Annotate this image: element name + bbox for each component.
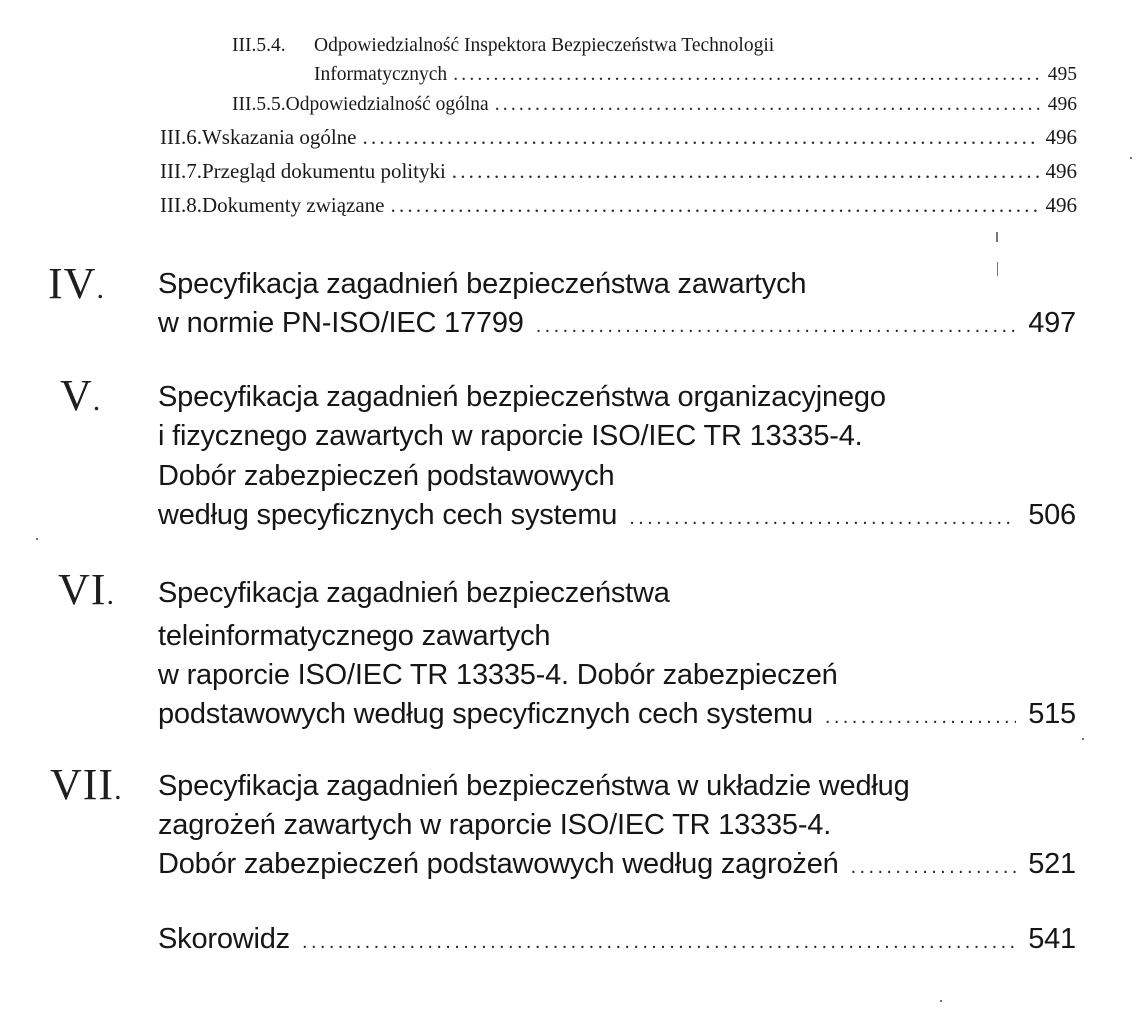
- toc-entry-iii-5-4-line2[interactable]: [314, 61, 1077, 89]
- page-number: 506: [1028, 499, 1076, 531]
- page-number: 496: [1045, 193, 1077, 217]
- chapter-vii-title-line1: Specyfikacja zagadnień bezpieczeństwa w układzie według: [158, 770, 910, 802]
- chapter-vii-title-line2: zagrożeń zawartych w raporcie ISO/IEC TR 13335-4.: [158, 809, 832, 841]
- leader-dots: [452, 157, 1040, 185]
- index-title: Skorowidz: [158, 923, 290, 955]
- chapter-v-title-line1: Specyfikacja zagadnień bezpieczeństwa organizacyjnego: [158, 381, 886, 413]
- leader-dots: [453, 61, 1042, 89]
- entry-number: III.5.5.: [232, 94, 286, 115]
- scan-speck: [940, 1000, 942, 1002]
- leader-dots: [302, 922, 1016, 962]
- leader-dots: [536, 306, 1017, 346]
- entry-number: III.6.: [160, 125, 202, 149]
- scan-speck: [997, 262, 998, 276]
- chapter-numeral-vi: VI .: [58, 568, 115, 617]
- chapter-numeral-v: V .: [60, 374, 101, 423]
- toc-entry-iii-6[interactable]: [160, 123, 1077, 151]
- leader-dots: [391, 191, 1040, 219]
- chapter-vi-title-line3: w raporcie ISO/IEC TR 13335-4. Dobór zabezpieczeń: [158, 659, 838, 691]
- page-number: 541: [1028, 923, 1076, 955]
- entry-title: Wskazania ogólne: [201, 125, 357, 149]
- page-number: 515: [1028, 698, 1076, 730]
- chapter-iv-title-line2: w normie PN-ISO/IEC 17799: [158, 307, 524, 339]
- chapter-vii-title-line3: Dobór zabezpieczeń podstawowych według zagrożeń: [158, 848, 839, 880]
- toc-entry-iii-7[interactable]: [160, 157, 1077, 185]
- page-number: 496: [1045, 125, 1077, 149]
- toc-entry-iii-8[interactable]: [160, 191, 1077, 219]
- scan-speck: [1130, 157, 1132, 159]
- page-number: 496: [1045, 159, 1077, 183]
- leader-dots: [825, 697, 1016, 737]
- page-number: 521: [1028, 848, 1076, 880]
- page-number: 497: [1028, 307, 1076, 339]
- toc-entry-iii-5-4-line1[interactable]: [232, 32, 774, 60]
- entry-title: Przegląd dokumentu polityki: [201, 159, 446, 183]
- entry-number: III.7.: [160, 159, 202, 183]
- chapter-vi-title-line4: podstawowych według specyficznych cech systemu: [158, 698, 813, 730]
- toc-entry-chapter-vii[interactable]: [158, 844, 1076, 887]
- page-number: 495: [1047, 64, 1077, 85]
- entry-title: Dokumenty związane: [201, 193, 385, 217]
- toc-entry-chapter-iv[interactable]: [158, 303, 1076, 346]
- chapter-v-title-line4: według specyficznych cech systemu: [158, 499, 618, 531]
- chapter-iv-title-line1: Specyfikacja zagadnień bezpieczeństwa zawartych: [158, 268, 807, 300]
- leader-dots: [629, 498, 1016, 538]
- chapter-v-title-line2: i fizycznego zawartych w raporcie ISO/IEC TR 13335-4.: [158, 420, 863, 452]
- chapter-numeral-vii: VII .: [50, 763, 123, 812]
- toc-entry-index[interactable]: [158, 919, 1076, 962]
- entry-number: III.8.: [160, 193, 202, 217]
- scan-speck: [1082, 738, 1084, 740]
- toc-entry-iii-5-5[interactable]: [232, 91, 1077, 119]
- toc-entry-chapter-v[interactable]: [158, 495, 1076, 538]
- leader-dots: [495, 91, 1042, 119]
- leader-dots: [851, 847, 1017, 887]
- page-number: 496: [1047, 94, 1077, 115]
- chapter-numeral-iv: IV .: [48, 262, 105, 311]
- entry-title: Odpowiedzialność ogólna: [285, 94, 489, 115]
- entry-title: Informatycznych: [314, 64, 448, 85]
- scan-speck: [996, 232, 998, 242]
- chapter-vi-title-line2: teleinformatycznego zawartych: [158, 620, 551, 652]
- entry-number: III.5.4.: [232, 35, 286, 56]
- chapter-v-title-line3: Dobór zabezpieczeń podstawowych: [158, 460, 615, 492]
- toc-entry-chapter-vi[interactable]: [158, 694, 1076, 737]
- leader-dots: [363, 123, 1040, 151]
- entry-title: Odpowiedzialność Inspektora Bezpieczeństwa Technologii: [314, 35, 775, 56]
- chapter-vi-title-line1: Specyfikacja zagadnień bezpieczeństwa: [158, 577, 670, 609]
- scan-speck: [36, 538, 38, 540]
